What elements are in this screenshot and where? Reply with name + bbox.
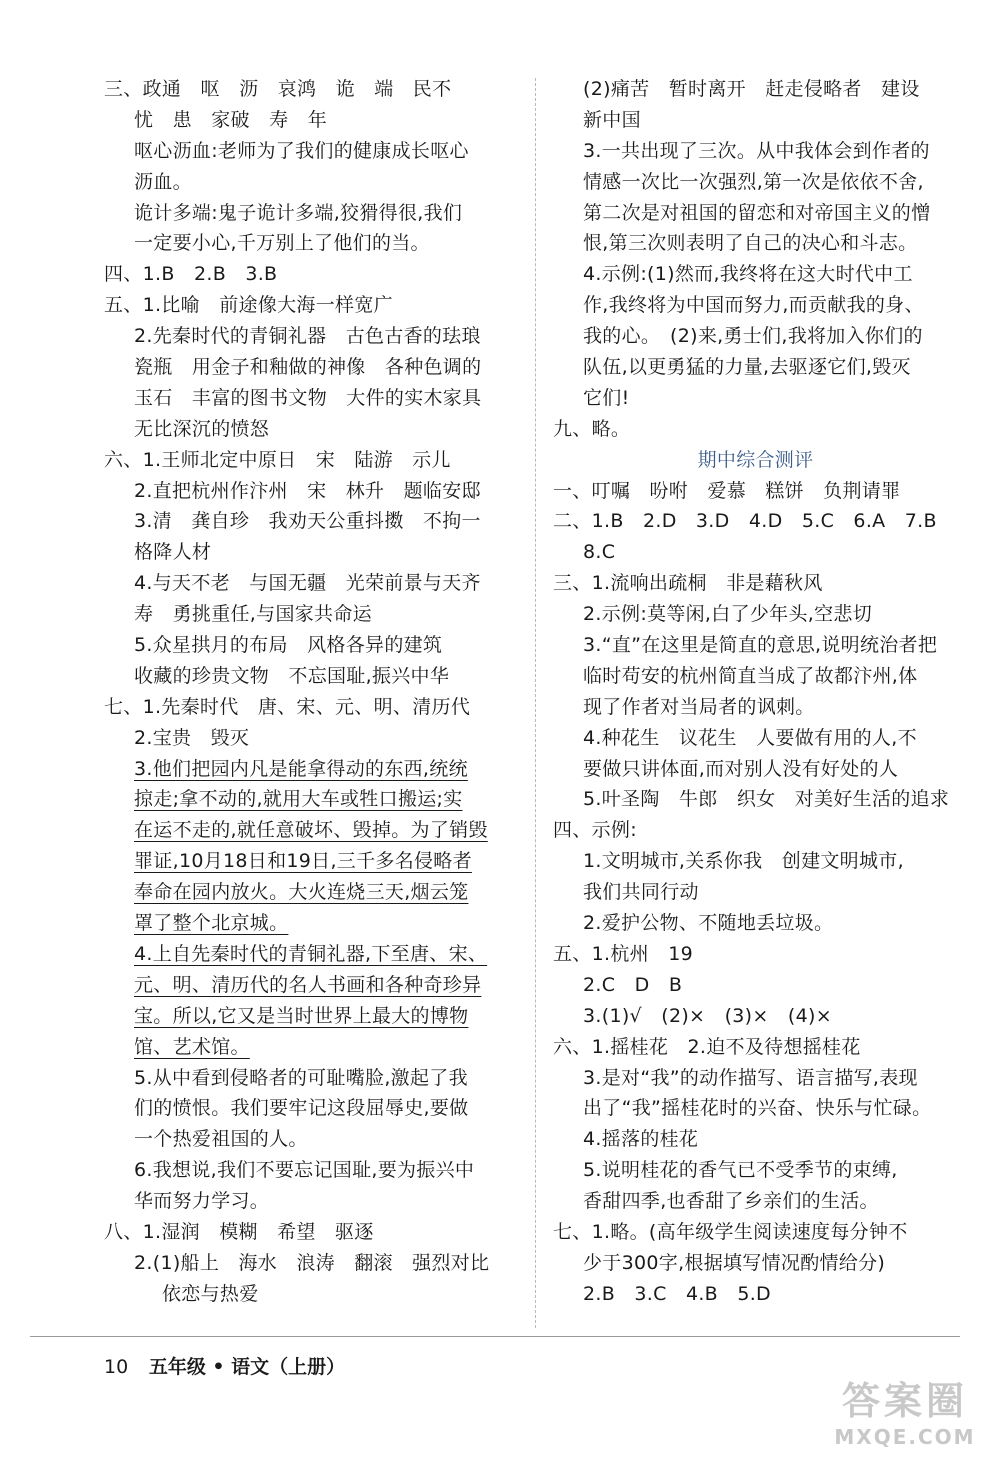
page-footer <box>104 1352 345 1379</box>
underlined-text: 3.他们把园内凡是能拿得动的东西,统统 <box>134 757 468 780</box>
answer-line: 三、政通 呕 沥 哀鸿 诡 端 民不 <box>104 78 452 100</box>
answer-line <box>104 908 519 939</box>
answer-line: 4.与天不老 与国无疆 光荣前景与天齐 <box>134 572 481 595</box>
answer-line <box>104 784 519 815</box>
answer-line: 一个热爱祖国的人。 <box>134 1128 308 1151</box>
answer-line: 我的心。 (2)来,勇士们,我将加入你们的 <box>583 325 923 348</box>
answer-line: 1.文明城市,关系你我 创建文明城市, <box>583 850 904 873</box>
answer-line: 诡计多端:鬼子诡计多端,狡猾得很,我们 <box>134 201 463 224</box>
section-heading: 期中综合测评 <box>697 448 814 471</box>
answer-line: 临时苟安的杭州简直当成了故都汴州,体 <box>583 664 918 687</box>
underlined-text: 罩了整个北京城。 <box>134 912 289 935</box>
answer-line: 五、1.比喻 前途像大海一样宽广 <box>104 294 393 317</box>
answer-line: 五、1.杭州 19 <box>553 942 694 965</box>
answer-line: 华而努力学习。 <box>134 1190 270 1213</box>
answer-line: 恨,第三次则表明了自己的决心和斗志。 <box>583 232 918 255</box>
answer-line: 四、1.B 2.B 3.B <box>104 263 278 286</box>
answer-line: 2.爱护公物、不随地丢垃圾。 <box>583 912 834 935</box>
underlined-text: 在运不走的,就任意破坏、毁掉。为了销毁 <box>134 819 488 842</box>
answer-line: 5.众星拱月的布局 风格各异的建筑 <box>134 634 443 657</box>
answer-line: 一、叮嘱 吩咐 爱慕 糕饼 负荆请罪 <box>553 479 901 502</box>
answer-line <box>104 877 519 908</box>
footer-rule <box>30 1336 960 1337</box>
answer-line <box>104 970 519 1001</box>
answer-line: 八、1.湿润 模糊 希望 驱逐 <box>104 1220 374 1243</box>
answer-line: 二、1.B 2.D 3.D 4.D 5.C 6.A 7.B <box>553 510 937 533</box>
answer-line: 要做只讲体面,而对别人没有好处的人 <box>583 757 899 780</box>
answer-line: 2.(1)船上 海水 浪涛 翻滚 强烈对比 <box>134 1251 490 1274</box>
answer-line: 2.示例:莫等闲,白了少年头,空悲切 <box>583 603 873 626</box>
answer-line: 七、1.略。(高年级学生阅读速度每分钟不 <box>553 1220 908 1243</box>
answer-line: (2)痛苦 暂时离开 赶走侵略者 建设 <box>583 78 920 100</box>
answer-line: 三、1.流响出疏桐 非是藉秋风 <box>553 572 823 595</box>
site-watermark <box>820 1378 990 1463</box>
answer-line <box>104 815 519 846</box>
answer-line: 3.一共出现了三次。从中我体会到作者的 <box>583 139 930 162</box>
answer-line: 们的愤恨。我们要牢记这段屈辱史,要做 <box>134 1097 469 1120</box>
underlined-text: 馆、艺术馆。 <box>134 1035 250 1058</box>
left-column <box>104 74 519 1310</box>
answer-line: 沥血。 <box>134 170 192 193</box>
answer-line: 2.B 3.C 4.B 5.D <box>583 1282 771 1305</box>
answer-line: 四、示例: <box>553 819 637 842</box>
underlined-text: 4.上自先秦时代的青铜礼器,下至唐、宋、 <box>134 942 488 965</box>
answer-line: 无比深沉的愤怒 <box>134 417 270 440</box>
answer-line: 5.说明桂花的香气已不受季节的束缚, <box>583 1159 898 1182</box>
answer-line: 2.宝贵 毁灭 <box>134 726 250 749</box>
answer-line: 瓷瓶 用金子和釉做的神像 各种色调的 <box>134 356 482 379</box>
underlined-text: 元、明、清历代的名人书画和各种奇珍异 <box>134 973 482 996</box>
answer-line: 2.C D B <box>583 973 683 996</box>
answer-line: 玉石 丰富的图书文物 大件的实木家具 <box>134 386 482 409</box>
answer-line: 队伍,以更勇猛的力量,去驱逐它们,毁灭 <box>583 356 911 379</box>
answer-line <box>104 1001 519 1032</box>
answer-line: 5.从中看到侵略者的可耻嘴脸,激起了我 <box>134 1066 468 1089</box>
watermark-logo-text: 答案圈 <box>841 1379 968 1423</box>
answer-line <box>104 939 519 970</box>
answer-line: 2.直把杭州作汴州 宋 林升 题临安邸 <box>134 479 481 502</box>
answer-line: 8.C <box>583 541 616 564</box>
answer-line: 它们! <box>583 386 630 409</box>
answer-line: 出了“我”摇桂花时的兴奋、快乐与忙碌。 <box>583 1097 932 1120</box>
answer-line: 4.摇落的桂花 <box>583 1128 699 1151</box>
answer-line: 2.先秦时代的青铜礼器 古色古香的珐琅 <box>134 325 481 348</box>
answer-line: 第二次是对祖国的留恋和对帝国主义的憎 <box>583 201 931 224</box>
answer-line: 六、1.摇桂花 2.迫不及待想摇桂花 <box>553 1035 861 1058</box>
answer-line: 香甜四季,也香甜了乡亲们的生活。 <box>583 1190 879 1213</box>
answer-line <box>104 1032 519 1063</box>
answer-line: 新中国 <box>583 108 641 131</box>
right-column <box>553 74 958 1310</box>
answer-line: 七、1.先秦时代 唐、宋、元、明、清历代 <box>104 695 471 718</box>
answer-line: 6.我想说,我们不要忘记国耻,要为振兴中 <box>134 1159 475 1182</box>
answer-line: 3.(1)√ (2)× (3)× (4)× <box>583 1004 832 1027</box>
answer-line: 情感一次比一次强烈,第一次是依依不舍, <box>583 170 924 193</box>
underlined-text: 掠走;拿不动的,就用大车或牲口搬运;实 <box>134 788 463 811</box>
answer-line <box>104 846 519 877</box>
answer-line: 一定要小心,千万别上了他们的当。 <box>134 232 430 255</box>
answer-line: 5.叶圣陶 牛郎 织女 对美好生活的追求 <box>583 788 950 811</box>
answer-line: 收藏的珍贵文物 不忘国耻,振兴中华 <box>134 664 450 687</box>
underlined-text: 宝。所以,它又是当时世界上最大的博物 <box>134 1004 469 1027</box>
answer-line: 3.“直”在这里是简直的意思,说明统治者把 <box>583 634 938 657</box>
answer-line: 格降人材 <box>134 541 212 564</box>
answer-line: 九、略。 <box>553 417 631 440</box>
answer-line: 3.清 龚自珍 我劝天公重抖擞 不拘一 <box>134 510 481 533</box>
answer-line: 我们共同行动 <box>583 881 699 904</box>
answer-line: 呕心沥血:老师为了我们的健康成长呕心 <box>134 139 469 162</box>
underlined-text: 罪证,10月18日和19日,三千多名侵略者 <box>134 850 472 873</box>
answer-line: 依恋与热爱 <box>162 1282 259 1305</box>
column-divider <box>535 78 536 1328</box>
book-title: 五年级 • 语文（上册） <box>148 1356 346 1378</box>
underlined-text: 奉命在园内放火。大火连烧三天,烟云笼 <box>134 881 469 904</box>
watermark-url: MXQE.COM <box>834 1425 976 1449</box>
answer-line: 3.是对“我”的动作描写、语言描写,表现 <box>583 1066 918 1089</box>
answer-line: 少于300字,根据填写情况酌情给分) <box>583 1251 886 1274</box>
page-number: 10 <box>104 1356 129 1378</box>
answer-line: 作,我终将为中国而努力,而贡献我的身、 <box>583 294 924 317</box>
answer-line: 现了作者对当局者的讽刺。 <box>583 695 815 718</box>
answer-line: 六、1.王师北定中原日 宋 陆游 示儿 <box>104 448 451 471</box>
answer-line: 4.种花生 议花生 人要做有用的人,不 <box>583 726 917 749</box>
answer-line: 忧 患 家破 寿 年 <box>134 108 328 131</box>
answer-line: 4.示例:(1)然而,我终将在这大时代中工 <box>583 263 913 286</box>
answer-line <box>104 754 519 785</box>
answer-line: 寿 勇挑重任,与国家共命运 <box>134 603 372 626</box>
